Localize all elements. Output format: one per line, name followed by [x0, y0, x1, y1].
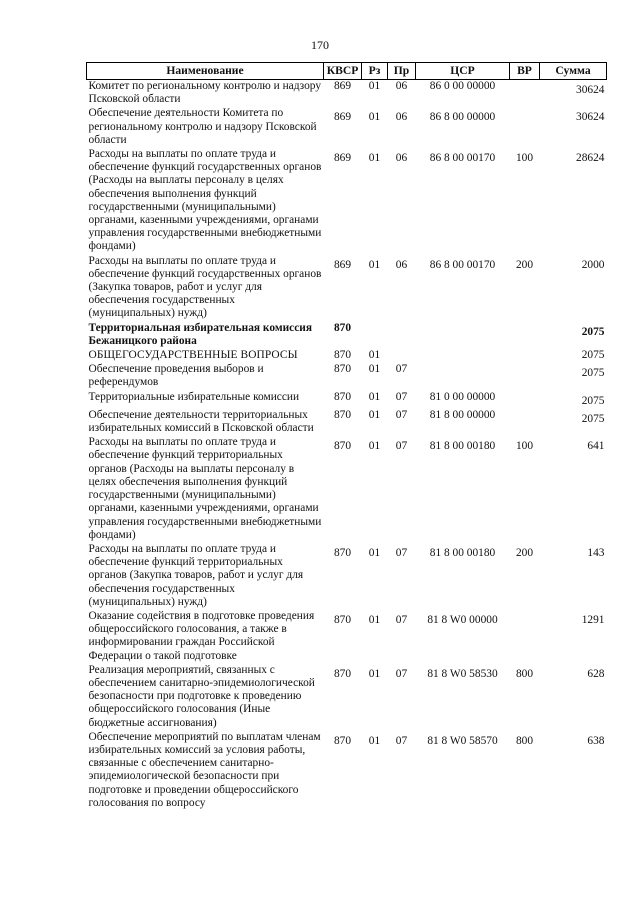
- row-vr: 200: [515, 546, 534, 559]
- row-kvsr: 869: [333, 258, 352, 271]
- row-pr: 07: [395, 390, 408, 403]
- header-kvsr: КВСР: [324, 63, 362, 80]
- row-csr: 86 0 00 00000: [429, 80, 496, 92]
- row-csr: 81 8 W0 58530: [427, 667, 498, 680]
- header-name: Наименование: [87, 63, 324, 80]
- table-row: [87, 363, 607, 390]
- row-rz: 01: [368, 408, 381, 421]
- row-kvsr: 870: [333, 363, 352, 376]
- table-row: [87, 80, 607, 108]
- row-rz: 01: [368, 111, 381, 124]
- row-vr: [510, 107, 540, 148]
- row-kvsr: 870: [333, 613, 352, 626]
- row-csr: 86 8 00 00000: [429, 111, 496, 124]
- row-name: Расходы на выплаты по оплате труда и обеспечение функций территориальных органов (Закупка товаров, работ и услуг для обеспечения государственных (муниципальных) нужд): [88, 542, 304, 608]
- row-rz: 01: [368, 734, 381, 747]
- row-pr: 06: [395, 258, 408, 271]
- table-row: [87, 349, 607, 363]
- header-sum: Сумма: [540, 63, 607, 80]
- row-name: Расходы на выплаты по оплате труда и обеспечение функций территориальных органов (Расходы на выплаты персоналу в целях обеспечения выполнения функций государственными (муниципальными) органами, казенными учреждениями, органами управления государственными внебюджетными фондами): [88, 436, 322, 541]
- row-csr: 81 8 00 00180: [429, 546, 496, 559]
- row-pr: 06: [395, 80, 408, 92]
- row-sum: 2075: [581, 367, 605, 380]
- table-row: [87, 543, 607, 610]
- row-pr: 07: [395, 408, 408, 421]
- row-name: Комитет по региональному контролю и надзору Псковской области: [88, 80, 322, 106]
- row-sum: 28624: [576, 152, 605, 165]
- row-csr: 81 8 W0 00000: [427, 613, 498, 626]
- row-sum: 1291: [581, 613, 605, 626]
- row-csr: [416, 349, 510, 363]
- row-vr: [510, 80, 540, 108]
- header-vr: ВР: [510, 63, 540, 80]
- row-vr: [510, 409, 540, 436]
- row-vr: [510, 349, 540, 363]
- row-sum: 641: [587, 440, 605, 453]
- row-pr: [388, 322, 416, 349]
- row-sum: 2075: [581, 412, 605, 425]
- header-pr: Пр: [388, 63, 416, 80]
- row-pr: 07: [395, 363, 408, 376]
- row-name: Расходы на выплаты по оплате труда и обеспечение функций государственных органов (Расходы на выплаты персоналу в целях обеспечения выполнения функций государственными (муниципальными) органами, казенными учреждениями, органами управления государственными внебюджетными фондами): [88, 148, 322, 253]
- row-rz: 01: [368, 613, 381, 626]
- row-name: Обеспечение проведения выборов и референдумов: [88, 363, 264, 389]
- table-row: [87, 664, 607, 731]
- row-name: Оказание содействия в подготовке проведения общероссийского голосования, а также в информировании граждан Российской Федерации о такой подготовке: [88, 609, 315, 662]
- row-name: Обеспечение деятельности территориальных избирательных комиссий в Псковской области: [88, 408, 314, 435]
- row-name: Расходы на выплаты по оплате труда и обеспечение функций государственных органов (Закупка товаров, работ и услуг для обеспечения государственных (муниципальных) нужд): [88, 254, 322, 320]
- row-kvsr: 870: [333, 321, 352, 334]
- table-row: [87, 255, 607, 322]
- table-header-row: [87, 63, 607, 80]
- row-vr: 800: [515, 734, 534, 747]
- row-csr: 81 8 W0 58570: [427, 734, 498, 747]
- row-pr: 06: [395, 152, 408, 165]
- row-kvsr: 870: [333, 734, 352, 747]
- row-vr: [510, 610, 540, 664]
- row-name: Реализация мероприятий, связанных с обеспечением санитарно-эпидемиологической безопасности при подготовке к проведению общероссийского голосования (Иные бюджетные ассигнования): [88, 663, 315, 729]
- row-rz: 01: [368, 80, 381, 92]
- row-pr: 06: [395, 111, 408, 124]
- row-sum: 143: [587, 546, 605, 559]
- row-name: ОБЩЕГОСУДАРСТВЕННЫЕ ВОПРОСЫ: [88, 349, 298, 362]
- row-rz: 01: [368, 667, 381, 680]
- row-csr: [416, 322, 510, 349]
- row-pr: 07: [395, 667, 408, 680]
- table-row: [87, 391, 607, 409]
- row-pr: 07: [395, 440, 408, 453]
- row-csr: 81 8 00 00180: [429, 440, 496, 453]
- table-row-section: [87, 322, 607, 349]
- row-name: Обеспечение мероприятий по выплатам членам избирательных комиссий за условия работы, связанные с обеспечением санитарно-эпидемиологической безопасности при подготовке и проведении общероссийского голосования по вопросу: [88, 730, 321, 809]
- row-sum: 30624: [576, 84, 605, 96]
- budget-table: [86, 62, 607, 811]
- row-rz: 01: [368, 152, 381, 165]
- row-pr: [388, 349, 416, 363]
- row-rz: 01: [368, 363, 381, 376]
- row-rz: [362, 322, 388, 349]
- table-row: [87, 148, 607, 255]
- row-rz: 01: [368, 390, 381, 403]
- row-vr: 200: [515, 258, 534, 271]
- row-kvsr: 869: [333, 80, 352, 92]
- row-rz: 01: [368, 546, 381, 559]
- row-csr: 81 8 00 00000: [429, 408, 496, 421]
- table-row: [87, 409, 607, 436]
- row-name: Обеспечение деятельности Комитета по региональному контролю и надзору Псковской области: [88, 107, 317, 146]
- row-kvsr: 870: [333, 667, 352, 680]
- row-pr: 07: [395, 613, 408, 626]
- row-vr: [510, 322, 540, 349]
- row-kvsr: 870: [333, 546, 352, 559]
- row-kvsr: 870: [333, 440, 352, 453]
- table-row: [87, 610, 607, 664]
- row-kvsr: 870: [333, 349, 352, 362]
- row-name: Территориальные избирательные комиссии: [88, 390, 300, 403]
- header-rz: Рз: [362, 63, 388, 80]
- row-vr: 800: [515, 667, 534, 680]
- row-csr: 86 8 00 00170: [429, 258, 496, 271]
- row-vr: 100: [515, 152, 534, 165]
- row-vr: 100: [515, 440, 534, 453]
- row-vr: [510, 391, 540, 409]
- table-row: [87, 731, 607, 811]
- header-csr: ЦСР: [416, 63, 510, 80]
- row-sum: 2075: [581, 349, 605, 362]
- row-csr: [416, 363, 510, 390]
- row-sum: 2075: [581, 325, 605, 338]
- table-row: [87, 436, 607, 543]
- row-kvsr: 870: [333, 408, 352, 421]
- row-kvsr: 870: [333, 390, 352, 403]
- row-rz: 01: [368, 349, 381, 362]
- page-number: 170: [311, 38, 329, 52]
- row-rz: 01: [368, 258, 381, 271]
- row-sum: 2075: [581, 394, 605, 407]
- row-csr: 81 0 00 00000: [429, 390, 496, 403]
- row-sum: 2000: [581, 258, 605, 271]
- row-sum: 628: [587, 667, 605, 680]
- row-csr: 86 8 00 00170: [429, 152, 496, 165]
- row-pr: 07: [395, 734, 408, 747]
- row-pr: 07: [395, 546, 408, 559]
- row-sum: 30624: [576, 111, 605, 124]
- row-vr: [510, 363, 540, 390]
- row-name: Территориальная избирательная комиссия Бежаницкого района: [88, 321, 312, 347]
- table-row: [87, 107, 607, 148]
- row-sum: 638: [587, 734, 605, 747]
- row-kvsr: 869: [333, 111, 352, 124]
- row-rz: 01: [368, 440, 381, 453]
- row-kvsr: 869: [333, 152, 352, 165]
